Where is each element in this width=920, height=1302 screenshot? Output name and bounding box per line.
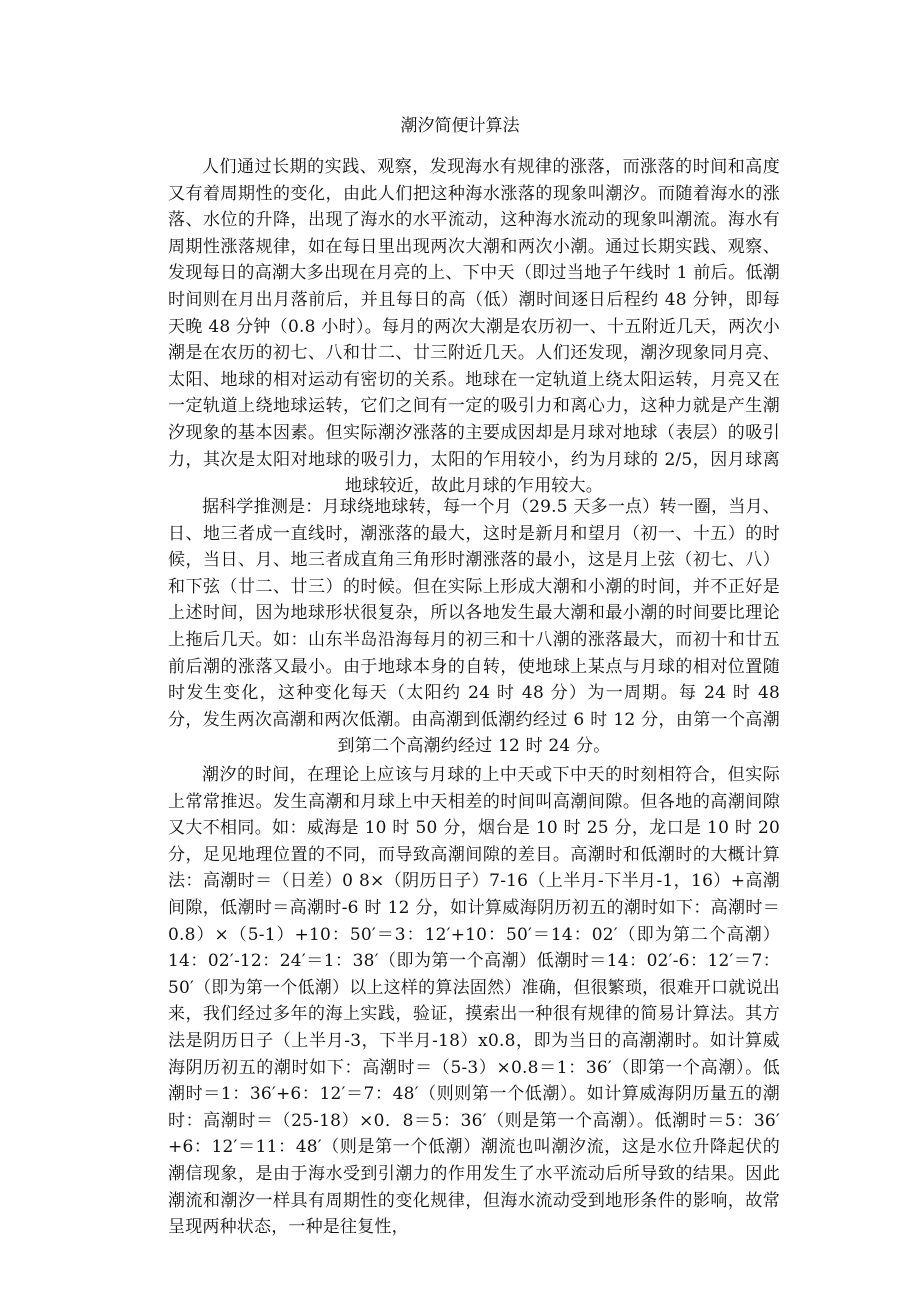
document-title: 潮汐简便计算法 <box>400 116 520 136</box>
paragraph-scientific-explanation: 据科学推测是：月球绕地球转，每一个月（29.5 天多一点）转一圈，当月、日、地三者成一直线时，潮涨落的最大，这时是新月和望月（初一、十五）的时候，当日、月、地三者成直角三角形时潮涨落的最小，这是月上弦（初七、八）和下弦（廿二、廿三）的时候。但在实际上形成大潮和小潮的时间，并不正好是上述时间，因为地球形状很复杂，所以各地发生最大潮和最小潮的时间要比理论上拖后几天。如：山东半岛沿海每月的初三和十八潮的涨落最大，而初十和廿五前后潮的涨落又最小。由于地球本身的自转，使地球上某点与月球的相对位置随时发生变化，这种变化每天（太阳约 24 时 48 分）为一周期。每 24 时 48 分，发生两次高潮和两次低潮。由高潮到低潮约经过 6 时 12 分，由第一个高潮到第二个高潮约经过 12 时 24 分。 <box>168 497 780 757</box>
paragraph-tide-calculation: 潮汐的时间，在理论上应该与月球的上中天或下中天的时刻相符合，但实际上常常推迟。发生高潮和月球上中天相差的时间叫高潮间隙。但各地的高潮间隙又大不相同。如：威海是 10 时 50 分，烟台是 10 时 25 分，龙口是 10 时 20 分，足见地理位置的不同，而导致高潮间隙的差目。高潮时和低潮时的大概计算法：高潮时＝（日差）0 8×（阴历日子）7-16（上半月-下半月-1，16）+高潮间隙，低潮时＝高潮时-6 时 12 分，如计算威海阴历初五的潮时如下：高潮时＝0.8）×（5-1）+10：50′＝3：12′+10：50′＝14：02′（即为第二个高潮）14：02′-12：24′＝1：38′（即为第一个高潮）低潮时＝14：02′-6：12′＝7：50′（即为第一个低潮）以上这样的算法固然）准确，但很繁琐，很难开口就说出来，我们经过多年的海上实践，验证，摸索出一种很有规律的简易计算法。其方法是阴历日子（上半月-3，下半月-18）x0.8，即为当日的高潮潮时。如计算威海阴历初五的潮时如下：高潮时＝（5-3）×0.8＝1：36′（即第一个高潮）。低潮时＝1：36′+6：12′＝7：48′（则则第一个低潮）。如计算威海阴历量五的潮时：高潮时＝（25-18）×0．8＝5：36′（则是第一个高潮）。低潮时＝5：36′+6：12′＝11：48′（则是第一个低潮）潮流也叫潮汐流，这是水位升降起伏的潮信现象，是由于海水受到引潮力的作用发生了水平流动后所导致的结果。因此潮流和潮汐一样具有周期性的变化规律，但海水流动受到地形条件的影响，故常呈现两种状态，一种是往复性， <box>168 765 780 1238</box>
paragraph-tide-overview: 人们通过长期的实践、观察，发现海水有规律的涨落，而涨落的时间和高度又有着周期性的变化，由此人们把这种海水涨落的现象叫潮汐。而随着海水的涨落、水位的升降，出现了海水的水平流动，这种海水流动的现象叫潮流。海水有周期性涨落规律，如在每日里出现两次大潮和两次小潮。通过长期实践、观察、发现每日的高潮大多出现在月亮的上、下中天（即过当地子午线时 1 前后。低潮时间则在月出月落前后，并且每日的高（低）潮时间逐日后程约 48 分钟，即每天晚 48 分钟（0.8 小时）。每月的两次大潮是农历初一、十五附近几天，两次小潮是在农历的初七、八和廿二、廿三附近几天。人们还发现，潮汐现象同月亮、太阳、地球的相对运动有密切的关系。地球在一定轨道上绕太阳运转，月亮又在一定轨道上绕地球运转，它们之间有一定的吸引力和离心力，这种力就是产生潮汐现象的基本因素。但实际潮汐涨落的主要成因却是月球对地球（表层）的吸引力，其次是太阳对地球的吸引力，太阳的乍用较小，约为月球的 2/5，因月球离地球较近，故此月球的乍用较大。 <box>168 157 780 497</box>
